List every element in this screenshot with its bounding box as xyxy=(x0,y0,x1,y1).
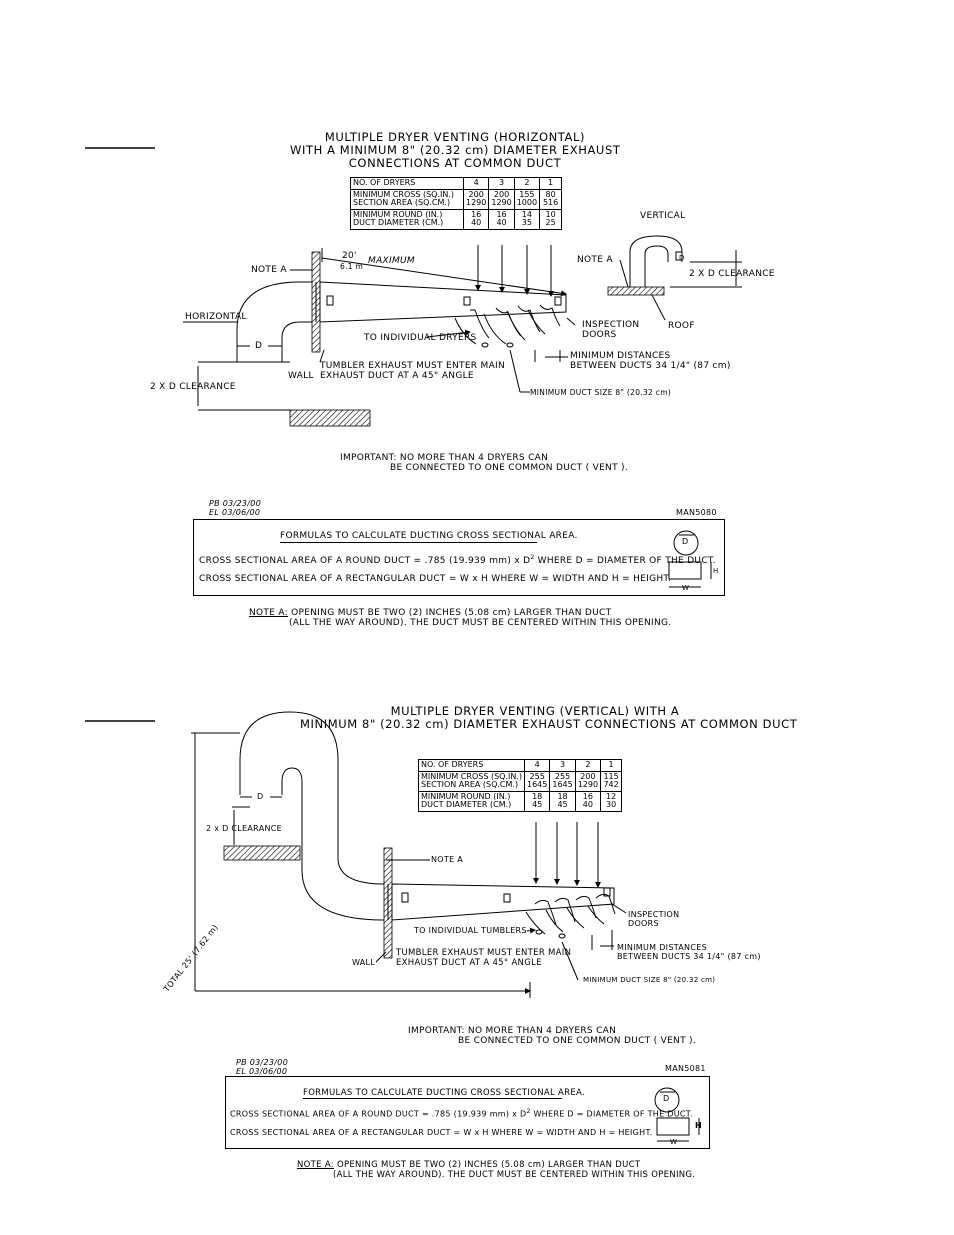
table-row xyxy=(419,791,622,811)
formula-h-label: H xyxy=(713,567,719,575)
revision-line: EL 03/06/00 xyxy=(236,1067,288,1076)
cell-value: 255 xyxy=(529,771,545,781)
title-line: CONNECTIONS AT COMMON DUCT xyxy=(348,156,562,170)
table-cell xyxy=(601,791,622,811)
cell-value: 40 xyxy=(471,218,482,227)
revision-line: PB 03/23/00 xyxy=(209,499,262,508)
minimum-duct-size-label: MINIMUM DUCT SIZE 8" (20.32 cm) xyxy=(530,388,672,397)
minimum-duct-size-label: MINIMUM DUCT SIZE 8" (20.32 cm) xyxy=(583,976,716,984)
row-label: SECTION AREA (SQ.CM.) xyxy=(353,198,451,207)
cell-value: 200 xyxy=(580,771,596,781)
formula-d-label: D xyxy=(663,1094,670,1103)
formula-title: FORMULAS TO CALCULATE DUCTING CROSS SECTIONAL AREA. xyxy=(303,1088,585,1098)
revision-block xyxy=(236,1058,288,1076)
row-label: MINIMUM ROUND (IN.) xyxy=(353,209,443,219)
label-line: IMPORTANT: NO MORE THAN 4 DRYERS CAN xyxy=(340,453,549,463)
table-header-cell: 4 xyxy=(525,760,550,772)
important-note xyxy=(408,1026,696,1046)
vertical-venting-title xyxy=(300,704,798,731)
formula-text: CROSS SECTIONAL AREA OF A ROUND DUCT = .785 (19.939 mm) x D xyxy=(199,556,531,566)
wall-label: WALL xyxy=(352,958,376,967)
table-cell xyxy=(550,771,575,791)
opening-note xyxy=(297,1160,695,1180)
cell-value: 155 xyxy=(519,189,535,199)
revision-line: EL 03/06/00 xyxy=(209,508,261,517)
vertical-label: VERTICAL xyxy=(640,211,686,221)
table-header-cell: NO. OF DRYERS xyxy=(351,178,464,190)
note-a-label: NOTE A xyxy=(431,855,464,864)
cell-value: 10 xyxy=(545,209,556,219)
note-line: (ALL THE WAY AROUND). THE DUCT MUST BE CENTERED WITHIN THIS OPENING. xyxy=(289,618,672,628)
label-line: EXHAUST DUCT AT A 45° ANGLE xyxy=(396,958,542,968)
rectangular-duct-formula: CROSS SECTIONAL AREA OF A RECTANGULAR DUCT = W x H WHERE W = WIDTH AND H = HEIGHT. xyxy=(230,1128,653,1137)
table-cell xyxy=(351,189,464,209)
cell-value: 80 xyxy=(545,189,556,199)
label-line: DOORS xyxy=(582,330,617,340)
formula-title: FORMULAS TO CALCULATE DUCTING CROSS SECTIONAL AREA. xyxy=(280,531,578,541)
table-header-cell: 2 xyxy=(575,760,600,772)
row-label: SECTION AREA (SQ.CM.) xyxy=(421,780,519,789)
table-row xyxy=(419,760,622,772)
table-row xyxy=(419,771,622,791)
round-duct-formula xyxy=(230,1107,693,1120)
cell-value: 1290 xyxy=(577,780,599,789)
cell-value: 516 xyxy=(542,198,559,207)
tumbler-exhaust-label xyxy=(320,361,505,381)
label-line: BE CONNECTED TO ONE COMMON DUCT ( VENT ). xyxy=(458,1036,697,1046)
horizontal-label: HORIZONTAL xyxy=(185,312,247,322)
clearance-label-left: 2 X D CLEARANCE xyxy=(150,382,236,392)
cell-value: 12 xyxy=(605,791,617,801)
cell-value: 16 xyxy=(582,791,593,801)
title-line: WITH A MINIMUM 8" (20.32 cm) DIAMETER EXHAUST xyxy=(290,143,621,157)
formula-text: WHERE D = DIAMETER OF THE DUCT. xyxy=(530,1109,693,1119)
table-cell xyxy=(464,189,489,209)
roof-label: ROOF xyxy=(668,321,695,331)
cell-value: 14 xyxy=(521,209,532,219)
cell-value: 115 xyxy=(603,771,619,781)
table-cell xyxy=(514,209,539,229)
revision-block xyxy=(209,499,261,517)
note-text: OPENING MUST BE TWO (2) INCHES (5.08 cm) LARGER THAN DUCT xyxy=(288,608,612,618)
dim-20-ft: 20' xyxy=(342,251,357,261)
table-header-cell: 1 xyxy=(601,760,622,772)
cell-value: 1645 xyxy=(527,780,548,789)
table-row xyxy=(351,189,562,209)
note-a-heading: NOTE A: xyxy=(249,608,288,618)
row-label: MINIMUM CROSS (SQ.IN.) xyxy=(421,771,522,781)
label-line: INSPECTION xyxy=(628,910,680,919)
inspection-doors-label xyxy=(628,910,679,928)
table-header-cell: 3 xyxy=(550,760,575,772)
title-line: MULTIPLE DRYER VENTING (VERTICAL) WITH A xyxy=(390,704,680,718)
cell-value: 16 xyxy=(496,209,507,219)
row-label: MINIMUM ROUND (IN.) xyxy=(421,791,511,801)
note-line: (ALL THE WAY AROUND). THE DUCT MUST BE CENTERED WITHIN THIS OPENING. xyxy=(333,1170,696,1180)
table-cell xyxy=(550,791,575,811)
cell-value: 200 xyxy=(493,189,510,199)
d-label: D xyxy=(255,341,263,351)
table-cell xyxy=(489,209,514,229)
note-a-label-right: NOTE A xyxy=(577,255,613,265)
cell-value: 18 xyxy=(557,791,568,801)
label-line: MINIMUM DISTANCES xyxy=(570,351,671,361)
row-label: MINIMUM CROSS (SQ.IN.) xyxy=(353,189,454,199)
label-line: BETWEEN DUCTS 34 1/4" (87 cm) xyxy=(617,952,761,961)
formula-title-underline xyxy=(303,1098,562,1099)
table-cell xyxy=(464,209,489,229)
label-line: INSPECTION xyxy=(582,320,640,330)
table-cell xyxy=(601,771,622,791)
label-line: DOORS xyxy=(628,919,659,928)
wall-label: WALL xyxy=(288,371,314,381)
note-a-label: NOTE A xyxy=(251,265,287,275)
table-cell xyxy=(419,791,525,811)
cell-value: 1645 xyxy=(552,780,573,789)
formula-d-label: D xyxy=(682,537,689,546)
drawing-number: MAN5080 xyxy=(676,508,717,517)
cell-value: 255 xyxy=(554,771,571,781)
table-row xyxy=(351,178,562,190)
cell-value: 25 xyxy=(545,218,556,227)
table-cell xyxy=(525,771,550,791)
title-line: MINIMUM 8" (20.32 cm) DIAMETER EXHAUST CONNECTIONS AT COMMON DUCT xyxy=(300,717,798,731)
cell-value: 1000 xyxy=(516,198,538,207)
formula-superscript: 2 xyxy=(526,1108,531,1115)
table-header-cell: 4 xyxy=(464,178,489,190)
formula-w-label: W xyxy=(682,584,690,592)
table-cell xyxy=(540,209,562,229)
cell-value: 35 xyxy=(521,218,532,227)
note-text: OPENING MUST BE TWO (2) INCHES (5.08 cm) LARGER THAN DUCT xyxy=(333,1160,641,1170)
formula-h-label: H xyxy=(695,1121,702,1130)
cell-value: 45 xyxy=(532,800,543,809)
d-label-small: D xyxy=(679,254,685,262)
clearance-label: 2 x D CLEARANCE xyxy=(206,824,283,833)
cell-value: 45 xyxy=(557,800,568,809)
cell-value: 40 xyxy=(582,800,593,809)
table-header-cell: 3 xyxy=(489,178,514,190)
to-individual-dryers-label: TO INDIVIDUAL DRYERS xyxy=(364,333,477,343)
note-line xyxy=(297,1160,695,1170)
table-cell xyxy=(575,771,600,791)
label-line: EXHAUST DUCT AT A 45° ANGLE xyxy=(320,371,474,381)
label-line: BETWEEN DUCTS 34 1/4" (87 cm) xyxy=(570,361,731,371)
cell-value: 1290 xyxy=(491,198,512,207)
drawing-number: MAN5081 xyxy=(665,1064,706,1073)
revision-line: PB 03/23/00 xyxy=(236,1058,289,1067)
cell-value: 742 xyxy=(603,780,619,789)
horizontal-venting-title xyxy=(290,131,620,170)
note-a-heading: NOTE A: xyxy=(297,1160,334,1170)
cell-value: 18 xyxy=(532,791,543,801)
d-label: D xyxy=(257,792,264,801)
label-line: TUMBLER EXHAUST MUST ENTER MAIN xyxy=(320,361,506,371)
cell-value: 40 xyxy=(496,218,507,227)
maximum-label: MAXIMUM xyxy=(368,256,415,266)
formula-text: WHERE D = DIAMETER OF THE DUCT. xyxy=(534,556,716,566)
table-cell xyxy=(514,189,539,209)
horizontal-sizing-table xyxy=(350,177,562,230)
table-cell xyxy=(419,771,525,791)
label-line: TUMBLER EXHAUST MUST ENTER MAIN xyxy=(396,948,572,958)
clearance-label-right: 2 X D CLEARANCE xyxy=(689,269,775,279)
cell-value: 30 xyxy=(605,800,617,809)
round-duct-formula xyxy=(199,553,716,566)
table-cell xyxy=(575,791,600,811)
formula-text: CROSS SECTIONAL AREA OF A ROUND DUCT = .785 (19.939 mm) x D xyxy=(230,1109,527,1119)
label-line: IMPORTANT: NO MORE THAN 4 DRYERS CAN xyxy=(408,1026,617,1036)
minimum-distances-label xyxy=(570,351,731,371)
dim-6-1-m: 6.1 m xyxy=(340,262,364,271)
title-line: MULTIPLE DRYER VENTING (HORIZONTAL) xyxy=(324,130,586,144)
table-cell xyxy=(540,189,562,209)
table-header-cell: 2 xyxy=(514,178,539,190)
tumbler-exhaust-label xyxy=(396,948,571,968)
row-label: DUCT DIAMETER (CM.) xyxy=(421,800,512,809)
cell-value: 1290 xyxy=(466,198,487,207)
minimum-distances-label xyxy=(617,943,761,961)
cell-value: 16 xyxy=(471,209,482,219)
table-row xyxy=(351,209,562,229)
table-header-cell: NO. OF DRYERS xyxy=(419,760,525,772)
table-header-cell: 1 xyxy=(540,178,562,190)
vertical-sizing-table xyxy=(418,759,622,812)
table-cell xyxy=(525,791,550,811)
total-length-label: TOTAL 25' (7.62 m) xyxy=(162,922,220,994)
note-line xyxy=(249,608,671,618)
opening-note xyxy=(249,608,671,628)
inspection-doors-label xyxy=(582,320,639,340)
label-line: MINIMUM DISTANCES xyxy=(617,943,707,952)
important-note xyxy=(340,453,628,473)
table-cell xyxy=(351,209,464,229)
row-label: DUCT DIAMETER (CM.) xyxy=(353,218,444,227)
label-line: BE CONNECTED TO ONE COMMON DUCT ( VENT ). xyxy=(390,463,629,473)
table-cell xyxy=(489,189,514,209)
to-individual-tumblers-label: TO INDIVIDUAL TUMBLERS xyxy=(414,926,527,935)
rectangular-duct-formula: CROSS SECTIONAL AREA OF A RECTANGULAR DUCT = W x H WHERE W = WIDTH AND H = HEIGHT. xyxy=(199,574,672,584)
formula-w-label: W xyxy=(670,1138,678,1146)
formula-superscript: 2 xyxy=(530,554,535,561)
cell-value: 200 xyxy=(468,189,484,199)
formula-title-underline xyxy=(280,542,537,543)
